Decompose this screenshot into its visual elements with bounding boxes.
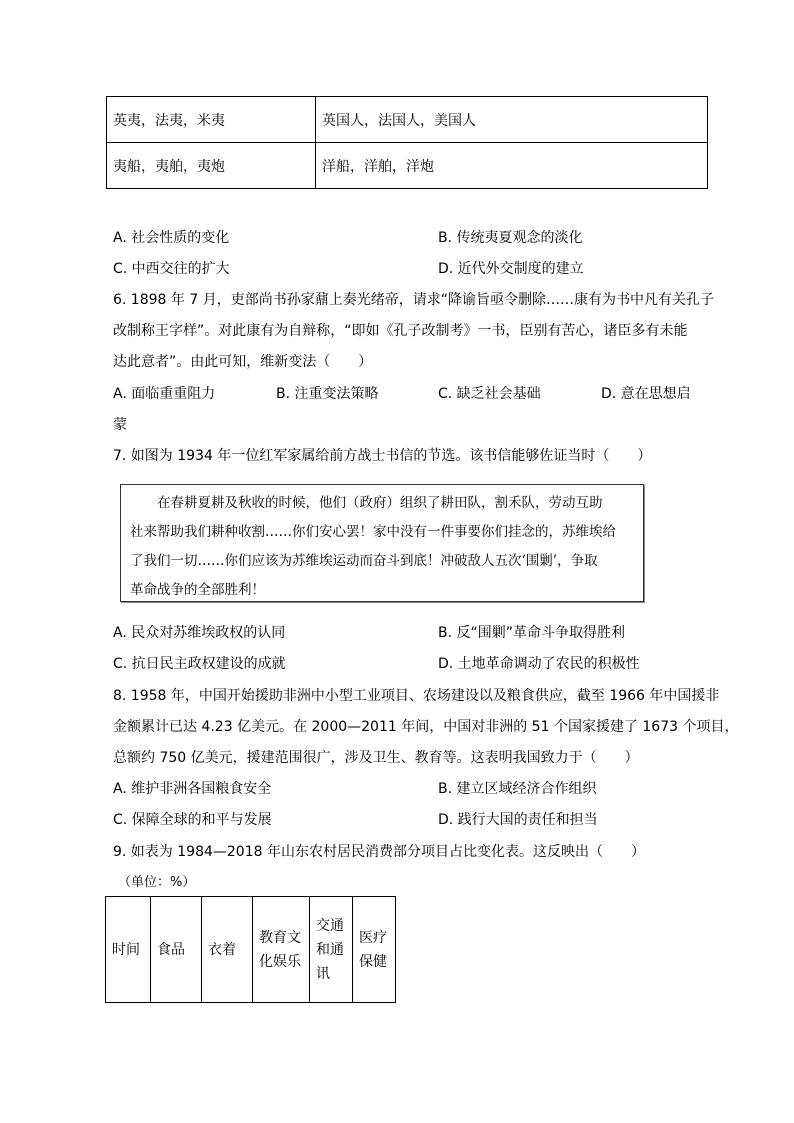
- letter-excerpt-box: [120, 484, 644, 602]
- q8-stem-line: 8. 1958 年，中国开始援助非洲中小型工业项目、农场建设以及粮食供应，截至 1966 年中国援非: [113, 688, 720, 704]
- q7-option-a: A. 民众对苏维埃政权的认同: [113, 625, 286, 641]
- q6-option-d: D. 意在思想启: [601, 386, 691, 402]
- consumption-table: [105, 896, 396, 1003]
- table-cell: 夷船，夷舶，夷炮: [107, 143, 316, 189]
- q6-option-a: A. 面临重重阻力: [113, 386, 216, 402]
- table-row: [107, 143, 708, 189]
- column-header: 时间: [106, 897, 151, 1003]
- q8-option-a: A. 维护非洲各国粮食安全: [113, 781, 272, 797]
- unit-note: （单位：%）: [118, 875, 196, 890]
- letter-line: 在春耕夏耕及秋收的时候，他们（政府）组织了耕田队，割禾队，劳动互助: [130, 495, 603, 511]
- q7-stem: 7. 如图为 1934 年一位红军家属给前方战士书信的节选。该书信能够佐证当时（ ）: [113, 448, 652, 464]
- table-cell: 英国人，法国人，美国人: [316, 97, 708, 143]
- q5-option-c: C. 中西交往的扩大: [113, 261, 230, 277]
- q8-option-b: B. 建立区域经济合作组织: [438, 781, 597, 797]
- column-header: 衣着: [202, 897, 253, 1003]
- column-header: 交通和通讯: [310, 897, 353, 1003]
- q9-stem: 9. 如表为 1984—2018 年山东农村居民消费部分项目占比变化表。这反映出（ ）: [113, 844, 645, 860]
- q8-stem-line: 总额约 750 亿美元，援建范围很广，涉及卫生、教育等。这表明我国致力于（ ）: [113, 750, 639, 766]
- q5-option-d: D. 近代外交制度的建立: [438, 261, 584, 277]
- q6-option-c: C. 缺乏社会基础: [438, 386, 541, 402]
- q8-option-c: C. 保障全球的和平与发展: [113, 812, 272, 828]
- q7-option-c: C. 抗日民主政权建设的成就: [113, 656, 286, 672]
- q7-option-d: D. 土地革命调动了农民的积极性: [438, 656, 640, 672]
- table-header-row: [106, 897, 396, 1003]
- q8-option-d: D. 践行大国的责任和担当: [438, 812, 598, 828]
- table-cell: 英夷，法夷，米夷: [107, 97, 316, 143]
- q6-stem-line: 改制称王字样”。对此康有为自辩称，“即如《孔子改制考》一书，臣别有苦心，诸臣多有未能: [113, 323, 688, 339]
- q6-option-d-continued: 蒙: [113, 417, 127, 433]
- column-header: 医疗保健: [353, 897, 396, 1003]
- column-header: 食品: [151, 897, 202, 1003]
- q6-stem-line: 6. 1898 年 7 月，吏部尚书孙家鼐上奏光绪帝，请求“降谕旨亟令删除……康有为书中凡有关孔子: [113, 292, 714, 308]
- q7-option-b: B. 反“围剿”革命斗争取得胜利: [438, 625, 626, 641]
- q5-option-b: B. 传统夷夏观念的淡化: [438, 230, 583, 246]
- q8-stem-line: 金额累计已达 4.23 亿美元。在 2000—2011 年间，中国对非洲的 51 个国家援建了 1673 个项目，: [113, 719, 739, 735]
- letter-line: 革命战争的全部胜利！: [130, 582, 265, 598]
- comparison-table: [106, 96, 708, 189]
- q6-option-b: B. 注重变法策略: [276, 386, 379, 402]
- table-cell: 洋船，洋舶，洋炮: [316, 143, 708, 189]
- column-header: 教育文化娱乐: [253, 897, 310, 1003]
- table-row: [107, 97, 708, 143]
- letter-line: 了我们一切……你们应该为苏维埃运动而奋斗到底！冲破敌人五次‘围剿’，争取: [130, 553, 598, 569]
- q6-stem-line: 达此意者”。由此可知，维新变法（ ）: [113, 354, 373, 370]
- q5-option-a: A. 社会性质的变化: [113, 230, 230, 246]
- letter-line: 社来帮助我们耕种收割……你们安心罢！家中没有一件事要你们挂念的，苏维埃给: [130, 524, 616, 540]
